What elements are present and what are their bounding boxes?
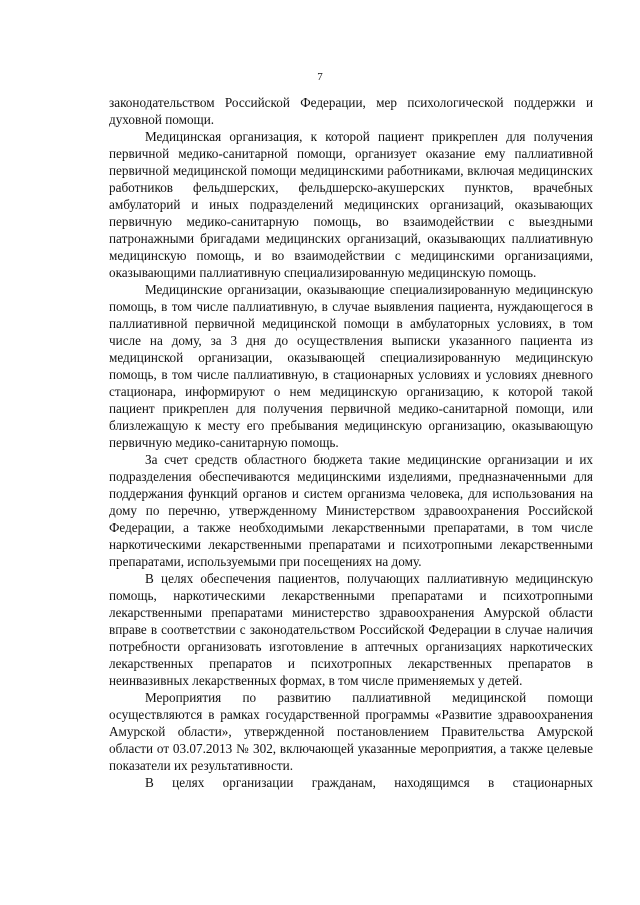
paragraph-primary-care-organization: Медицинская организация, к которой пациент прикреплен для получения первичной медико-санитарной помощи, организует оказание ему паллиативной первичной медицинской помощи медицинскими работниками, включая медицинских работников фельдшерских, фельдшерско-акушерских пунктов, врачебных амбулаторий и иных подразделений медицинских организаций, оказывающих первичную медико-санитарную помощь, во взаимодействии с выездными патронажными бригадами медицинских организаций, оказывающих паллиативную медицинскую помощь, и во взаимодействии с медицинскими организациями, оказывающими паллиативную специализированную медицинскую помощь. [109,129,593,280]
paragraph-continuation: законодательством Российской Федерации, мер психологической поддержки и духовной помощи. [109,95,593,127]
paragraph-state-program-measures: Мероприятия по развитию паллиативной медицинской помощи осуществляются в рамках государственной программы «Развитие здравоохранения Амурской области», утвержденной постановлением Правительства Амурской области от 03.07.2013 № 302, включающей указанные мероприятия, а также целевые показатели их результативности. [109,690,593,773]
paragraph-narcotic-drug-provision: В целях обеспечения пациентов, получающих паллиативную медицинскую помощь, наркотическими лекарственными препаратами и психотропными лекарственными препаратами министерство здравоохранения Амурской области вправе в соответствии с законодательством Российской Федерации в случае наличия потребности организовать изготовление в аптечных организациях наркотических лекарственных препаратов и психотропных лекарственных препаратов в неинвазивных лекарственных формах, в том числе применяемых у детей. [109,571,593,688]
page-number: 7 [317,71,323,83]
paragraph-regional-budget-supply: За счет средств областного бюджета такие медицинские организации и их подразделения обеспечиваются медицинскими изделиями, предназначенными для поддержания функций органов и систем организма человека, для использования на дому по перечню, утвержденному Министерством здравоохранения Российской Федерации, а также необходимыми лекарственными препаратами, в том числе наркотическими лекарственными препаратами и психотропными лекарственными препаратами, используемыми при посещениях на дому. [109,452,593,569]
paragraph-inpatient-organization: В целях организации гражданам, находящимся в стационарных [145,775,593,790]
document-body [109,94,593,791]
paragraph-specialized-care-notification: Медицинские организации, оказывающие специализированную медицинскую помощь, в том числе паллиативную, в случае выявления пациента, нуждающегося в паллиативной первичной медицинской помощи в амбулаторных условиях, в том числе на дому, за 3 дня до осуществления выписки указанного пациента из медицинской организации, оказывающей специализированную медицинскую помощь, в том числе паллиативную, в стационарных условиях и условиях дневного стационара, информируют о нем медицинскую организацию, к которой такой пациент прикреплен для получения первичной медико-санитарной помощи, или близлежащую к месту его пребывания медицинскую организацию, оказывающую первичную медико-санитарную помощь. [109,282,593,450]
